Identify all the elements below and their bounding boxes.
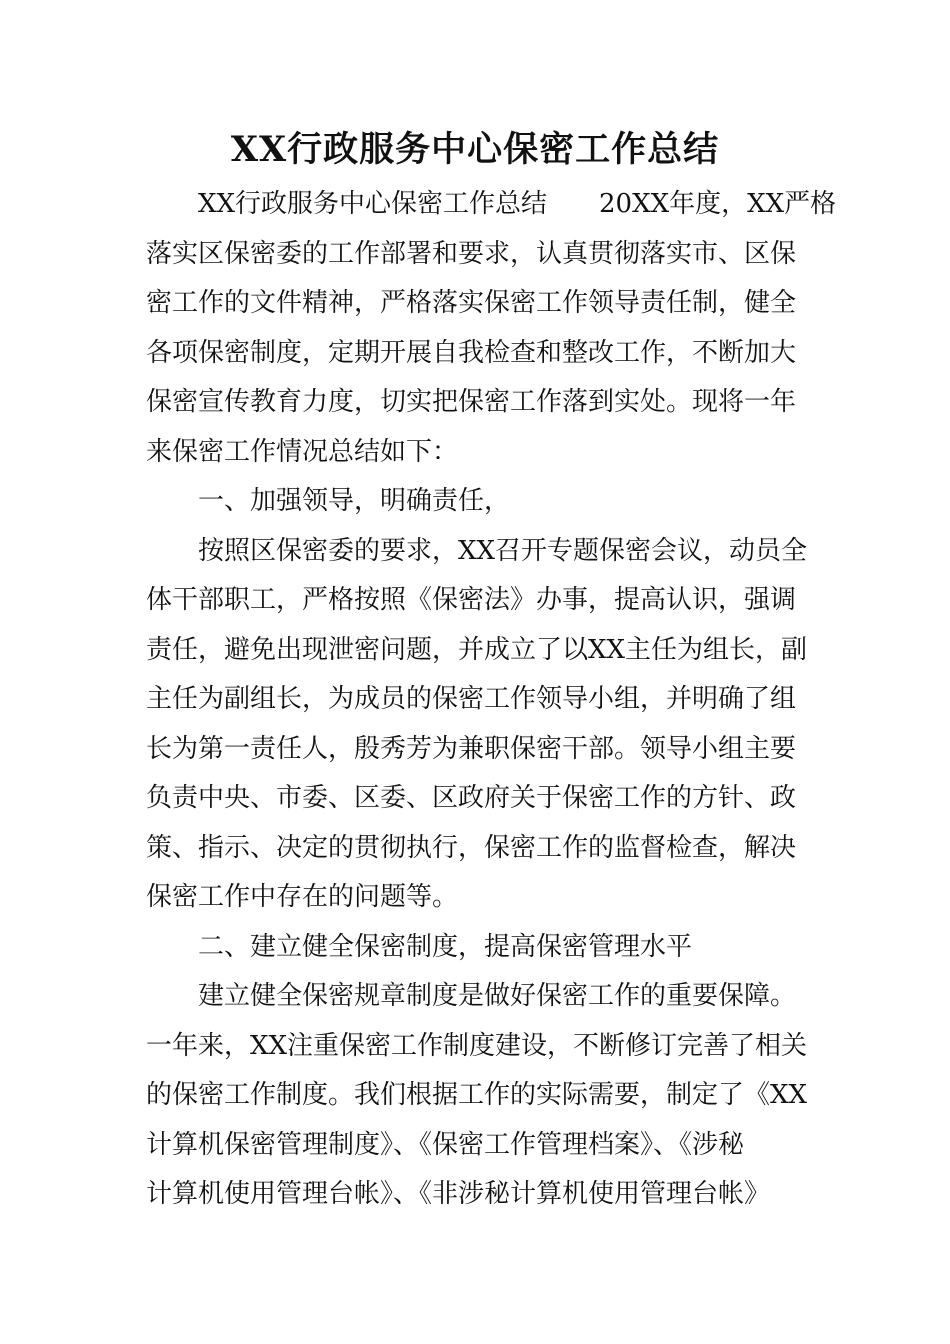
section-heading: 一、加强领导，明确责任，	[198, 486, 511, 516]
paragraph-line: 负责中央、市委、区委、区政府关于保密工作的方针、政	[146, 783, 797, 813]
paragraph-line: 来保密工作情况总结如下：	[146, 436, 459, 467]
paragraph-line: 策、指示、决定的贯彻执行，保密工作的监督检查，解决	[146, 832, 797, 863]
paragraph-line: 一年来，XX注重保密工作制度建设，不断修订完善了相关	[146, 1030, 808, 1061]
paragraph-line: 责任，避免出现泄密问题，并成立了以XX主任为组长，副	[146, 634, 808, 665]
paragraph-line: 保密工作中存在的问题等。	[146, 882, 459, 912]
paragraph-line: 主任为副组长，为成员的保密工作领导小组，并明确了组	[146, 684, 797, 714]
paragraph-line: XX行政服务中心保密工作总结 20XX年度，XX严格	[198, 189, 837, 219]
paragraph-line: 密工作的文件精神，严格落实保密工作领导责任制，健全	[146, 288, 797, 318]
paragraph-line: 保密宣传教育力度，切实把保密工作落到实处。现将一年	[146, 387, 797, 417]
paragraph-line: 计算机保密管理制度》、《保密工作管理档案》、《涉秘	[146, 1129, 745, 1160]
paragraph-line: 建立健全保密规章制度是做好保密工作的重要保障。	[198, 981, 797, 1011]
paragraph-line: 体干部职工，严格按照《保密法》办事，提高认识，强调	[146, 585, 797, 615]
paragraph-line: 计算机使用管理台帐》、《非涉秘计算机使用管理台帐》	[146, 1179, 771, 1209]
paragraph-line: 各项保密制度，定期开展自我检查和整改工作，不断加大	[146, 337, 797, 368]
paragraph-line: 长为第一责任人，殷秀芳为兼职保密干部。领导小组主要	[146, 733, 797, 764]
paragraph-line: 的保密工作制度。我们根据工作的实际需要，制定了《XX	[146, 1080, 808, 1110]
document-body	[146, 180, 837, 1220]
paragraph-line: 按照区保密委的要求，XX召开专题保密会议，动员全	[198, 535, 808, 566]
paragraph-line: 落实区保密委的工作部署和要求，认真贯彻落实市、区保	[146, 238, 797, 269]
section-heading: 二、建立健全保密制度，提高保密管理水平	[198, 931, 693, 962]
document-title: XX行政服务中心保密工作总结	[230, 129, 720, 170]
